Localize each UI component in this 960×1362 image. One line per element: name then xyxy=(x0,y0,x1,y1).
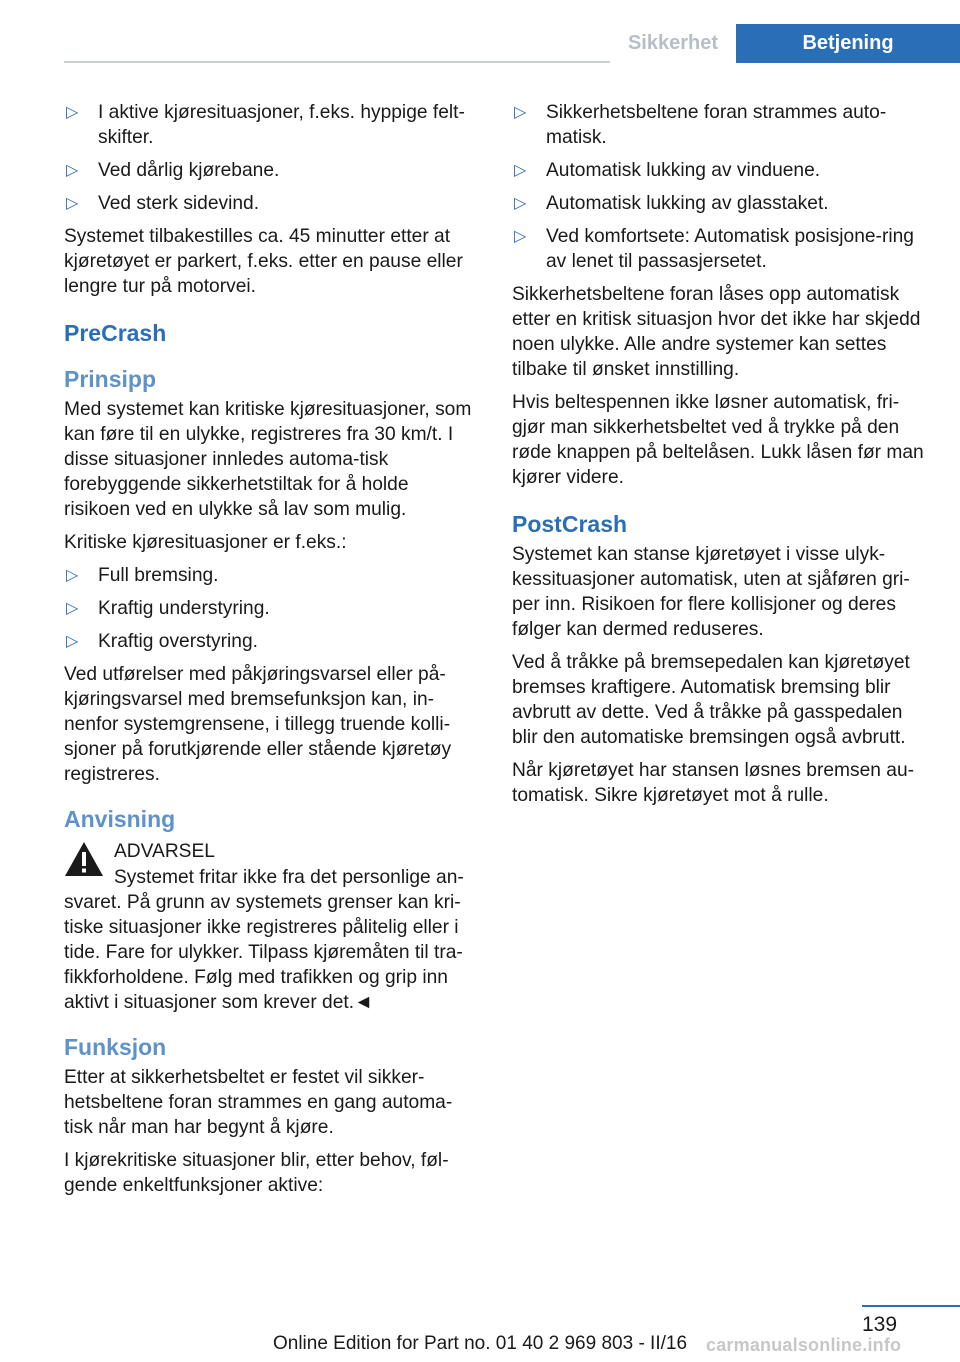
warning-triangle-icon xyxy=(64,841,104,877)
paragraph-stanset: Når kjøretøyet har stansen løsnes bremsen au-tomatisk. Sikre kjøretøyet mot å rulle. xyxy=(512,760,915,806)
list-item-text: Kraftig understyring. xyxy=(98,598,270,619)
list-item xyxy=(64,596,477,621)
paragraph-brems: Ved å tråkke på bremsepedalen kan kjøretøyet bremses kraftigere. Automatisk bremsing blir avbrutt av dette. Ved å tråkke på gasspedalen blir den automatiske bremsingen også avbrutt. xyxy=(512,652,910,748)
tab-betjening[interactable]: Betjening xyxy=(736,24,960,63)
left-column xyxy=(64,100,477,1206)
triangle-bullet-icon: ▷ xyxy=(66,162,79,179)
page-number-rule xyxy=(862,1305,960,1307)
list-item-text: Automatisk lukking av vinduene. xyxy=(546,160,821,181)
paragraph-kritiske: Kritiske kjøresituasjoner er f.eks.: xyxy=(64,532,347,553)
triangle-bullet-icon: ▷ xyxy=(514,104,527,121)
triangle-bullet-icon: ▷ xyxy=(66,600,79,617)
warning-text: svaret. På grunn av systemets grenser kan kri-tiske situasjoner ikke registreres pålitelig eller i tide. Fare for ulykker. Tilpass kjøremåten til tra-fikkforholdene. Følg med trafikken og grip inn aktivt i situasjoner som krever det.◄ xyxy=(64,892,463,1013)
paragraph-postcrash: Systemet kan stanse kjøretøyet i visse ulyk-kessituasjoner automatisk, uten at sjåføren gri-per inn. Risikoen for flere kollisjoner og deres følger kan dermed reduseres. xyxy=(512,544,910,640)
tab-sikkerhet[interactable]: Sikkerhet xyxy=(610,24,736,63)
list-item-text: Ved komfortsete: Automatisk posisjone-ring av lenet til passasjersetet. xyxy=(546,226,914,272)
paragraph-laases: Sikkerhetsbeltene foran låses opp automatisk etter en kritisk situasjon hvor det ikke har skjedd noen ulykke. Alle andre systemer kan settes tilbake til ønsket innstilling. xyxy=(512,284,921,380)
list-item-text: Sikkerhetsbeltene foran strammes auto-matisk. xyxy=(546,102,887,148)
paragraph-funksjon-1: Etter at sikkerhetsbeltet er festet vil sikker-hetsbeltene foran strammes en gang automa-tisk når man har begynt å kjøre. xyxy=(64,1067,453,1138)
paragraph-prinsipp: Med systemet kan kritiske kjøresituasjoner, som kan føre til en ulykke, registreres fra 30 km/t. I disse situasjoner innledes automa-tisk forebyggende sikkerhetstiltak for å holde risikoen ved en ulykke så lav som mulig. xyxy=(64,399,472,520)
heading-anvisning: Anvisning xyxy=(64,806,176,832)
paragraph-utforelser: Ved utførelser med påkjøringsvarsel eller på-kjøringsvarsel med bremsefunksjon kan, in-nenfor systemgrensene, i tillegg truende kolli-sjoner på forutkjørende eller stående kjøretøy registreres. xyxy=(64,664,452,785)
list-item xyxy=(64,629,477,654)
list-item-text: Automatisk lukking av glasstaket. xyxy=(546,193,829,214)
triangle-bullet-icon: ▷ xyxy=(66,567,79,584)
warning-title: ADVARSEL xyxy=(114,841,215,862)
edition-footer: Online Edition for Part no. 01 40 2 969 803 - II/16 xyxy=(272,1333,688,1354)
list-item xyxy=(512,224,925,274)
list-item-text: Full bremsing. xyxy=(98,565,219,586)
triangle-bullet-icon: ▷ xyxy=(514,228,527,245)
paragraph-funksjon-2: I kjørekritiske situasjoner blir, etter behov, føl-gende enkeltfunksjoner aktive: xyxy=(64,1150,449,1196)
paragraph-reset: Systemet tilbakestilles ca. 45 minutter etter at kjøretøyet er parkert, f.eks. etter en pause eller lengre tur på motorvei. xyxy=(64,226,463,297)
list-item xyxy=(512,158,925,183)
right-column xyxy=(512,100,925,816)
list-item-text: Kraftig overstyring. xyxy=(98,631,258,652)
watermark: carmanualsonline.info xyxy=(706,1335,902,1355)
heading-funksjon: Funksjon xyxy=(64,1034,167,1060)
triangle-bullet-icon: ▷ xyxy=(514,195,527,212)
page-number: 139 xyxy=(862,1313,898,1336)
list-item-text: I aktive kjøresituasjoner, f.eks. hyppige felt-skifter. xyxy=(98,102,465,148)
triangle-bullet-icon: ▷ xyxy=(66,633,79,650)
triangle-bullet-icon: ▷ xyxy=(66,195,79,212)
triangle-bullet-icon: ▷ xyxy=(66,104,79,121)
list-item xyxy=(64,158,477,183)
warning-text-first-line: Systemet fritar ikke fra det personlige an- xyxy=(114,867,464,888)
list-item xyxy=(512,191,925,216)
heading-postcrash: PostCrash xyxy=(512,511,628,537)
list-item xyxy=(64,191,477,216)
list-item-text: Ved sterk sidevind. xyxy=(98,193,260,214)
heading-prinsipp: Prinsipp xyxy=(64,366,157,392)
list-item xyxy=(64,100,477,150)
triangle-bullet-icon: ▷ xyxy=(514,162,527,179)
heading-precrash: PreCrash xyxy=(64,320,167,346)
list-item xyxy=(512,100,925,150)
list-item xyxy=(64,563,477,588)
list-item-text: Ved dårlig kjørebane. xyxy=(98,160,280,181)
paragraph-beltespenne: Hvis beltespennen ikke løsner automatisk, fri-gjør man sikkerhetsbeltet ved å trykke på den røde knappen på beltelåsen. Lukk låsen før man kjører videre. xyxy=(512,392,924,488)
warning-box xyxy=(64,839,477,1015)
